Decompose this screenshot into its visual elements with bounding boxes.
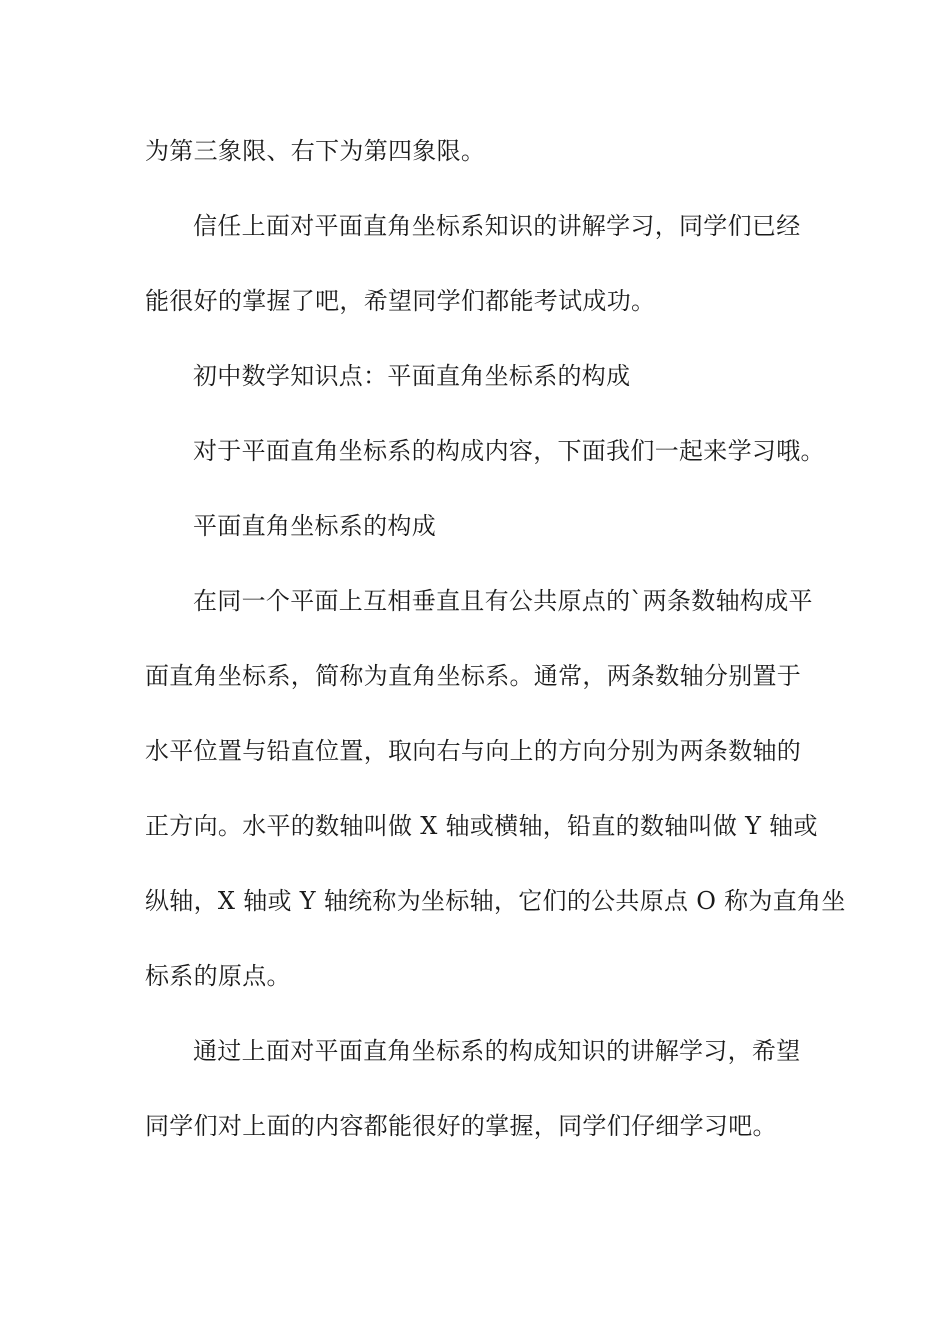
paragraph-2-line-4: 正方向。水平的数轴叫做 X 轴或横轴，铅直的数轴叫做 Y 轴或 bbox=[145, 812, 818, 840]
paragraph-3-line-2: 同学们对上面的内容都能很好的掌握，同学们仔细学习吧。 bbox=[145, 1112, 777, 1140]
sub-heading: 平面直角坐标系的构成 bbox=[193, 512, 436, 540]
paragraph-1-line-2: 能很好的掌握了吧，希望同学们都能考试成功。 bbox=[145, 287, 656, 315]
intro-paragraph: 对于平面直角坐标系的构成内容，下面我们一起来学习哦。 bbox=[193, 437, 825, 465]
section-heading: 初中数学知识点：平面直角坐标系的构成 bbox=[193, 362, 631, 390]
paragraph-2-line-2: 面直角坐标系，简称为直角坐标系。通常，两条数轴分别置于 bbox=[145, 662, 802, 690]
paragraph-3-line-1: 通过上面对平面直角坐标系的构成知识的讲解学习，希望 bbox=[193, 1037, 801, 1065]
text-line-continuation: 为第三象限、右下为第四象限。 bbox=[145, 137, 486, 165]
paragraph-2-line-6: 标系的原点。 bbox=[145, 962, 291, 990]
paragraph-2-line-3: 水平位置与铅直位置，取向右与向上的方向分别为两条数轴的 bbox=[145, 737, 802, 765]
paragraph-2-line-1: 在同一个平面上互相垂直且有公共原点的`两条数轴构成平 bbox=[193, 587, 813, 615]
paragraph-2-line-5: 纵轴，X 轴或 Y 轴统称为坐标轴，它们的公共原点 O 称为直角坐 bbox=[145, 887, 846, 915]
paragraph-1-line-1: 信任上面对平面直角坐标系知识的讲解学习，同学们已经 bbox=[193, 212, 801, 240]
